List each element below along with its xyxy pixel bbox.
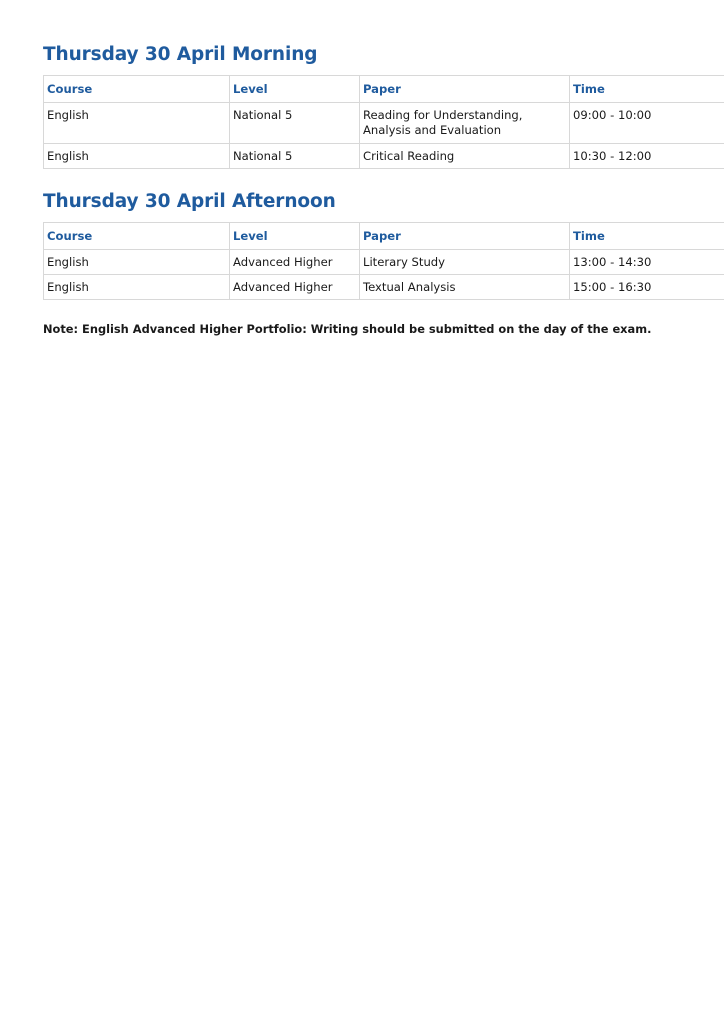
- column-header-paper: Paper: [360, 76, 570, 103]
- cell-time: 15:00 - 16:30: [570, 275, 724, 300]
- cell-paper: Literary Study: [360, 250, 570, 275]
- table-header-afternoon: [44, 223, 724, 250]
- table-body-morning: [44, 103, 724, 169]
- section-morning: [43, 44, 692, 169]
- table-header-row: [44, 223, 724, 250]
- exam-note: Note: English Advanced Higher Portfolio: Writing should be submitted on the day of the exam.: [43, 322, 652, 337]
- column-header-time: Time: [570, 223, 724, 250]
- cell-paper: Textual Analysis: [360, 275, 570, 300]
- cell-time: 09:00 - 10:00: [570, 103, 724, 144]
- exam-table-afternoon: [43, 222, 724, 300]
- cell-course: English: [44, 103, 230, 144]
- column-header-paper: Paper: [360, 223, 570, 250]
- exam-table-morning: [43, 75, 724, 169]
- column-header-time: Time: [570, 76, 724, 103]
- column-header-course: Course: [44, 223, 230, 250]
- section-heading-afternoon: Thursday 30 April Afternoon: [43, 190, 336, 212]
- section-heading-morning: Thursday 30 April Morning: [43, 44, 318, 65]
- cell-level: National 5: [230, 103, 360, 144]
- table-header-row: [44, 76, 724, 103]
- section-afternoon: [43, 191, 692, 300]
- cell-level: National 5: [230, 143, 360, 168]
- column-header-level: Level: [230, 76, 360, 103]
- table-body-afternoon: [44, 250, 724, 300]
- cell-paper: Critical Reading: [360, 143, 570, 168]
- cell-level: Advanced Higher: [230, 250, 360, 275]
- column-header-level: Level: [230, 223, 360, 250]
- cell-paper: Reading for Understanding, Analysis and Evaluation: [360, 103, 570, 144]
- cell-course: English: [44, 143, 230, 168]
- table-row: [44, 103, 724, 144]
- table-row: [44, 275, 724, 300]
- cell-level: Advanced Higher: [230, 275, 360, 300]
- table-row: [44, 250, 724, 275]
- cell-course: English: [44, 250, 230, 275]
- column-header-course: Course: [44, 76, 230, 103]
- table-header-morning: [44, 76, 724, 103]
- table-row: [44, 143, 724, 168]
- cell-course: English: [44, 275, 230, 300]
- cell-time: 13:00 - 14:30: [570, 250, 724, 275]
- cell-time: 10:30 - 12:00: [570, 143, 724, 168]
